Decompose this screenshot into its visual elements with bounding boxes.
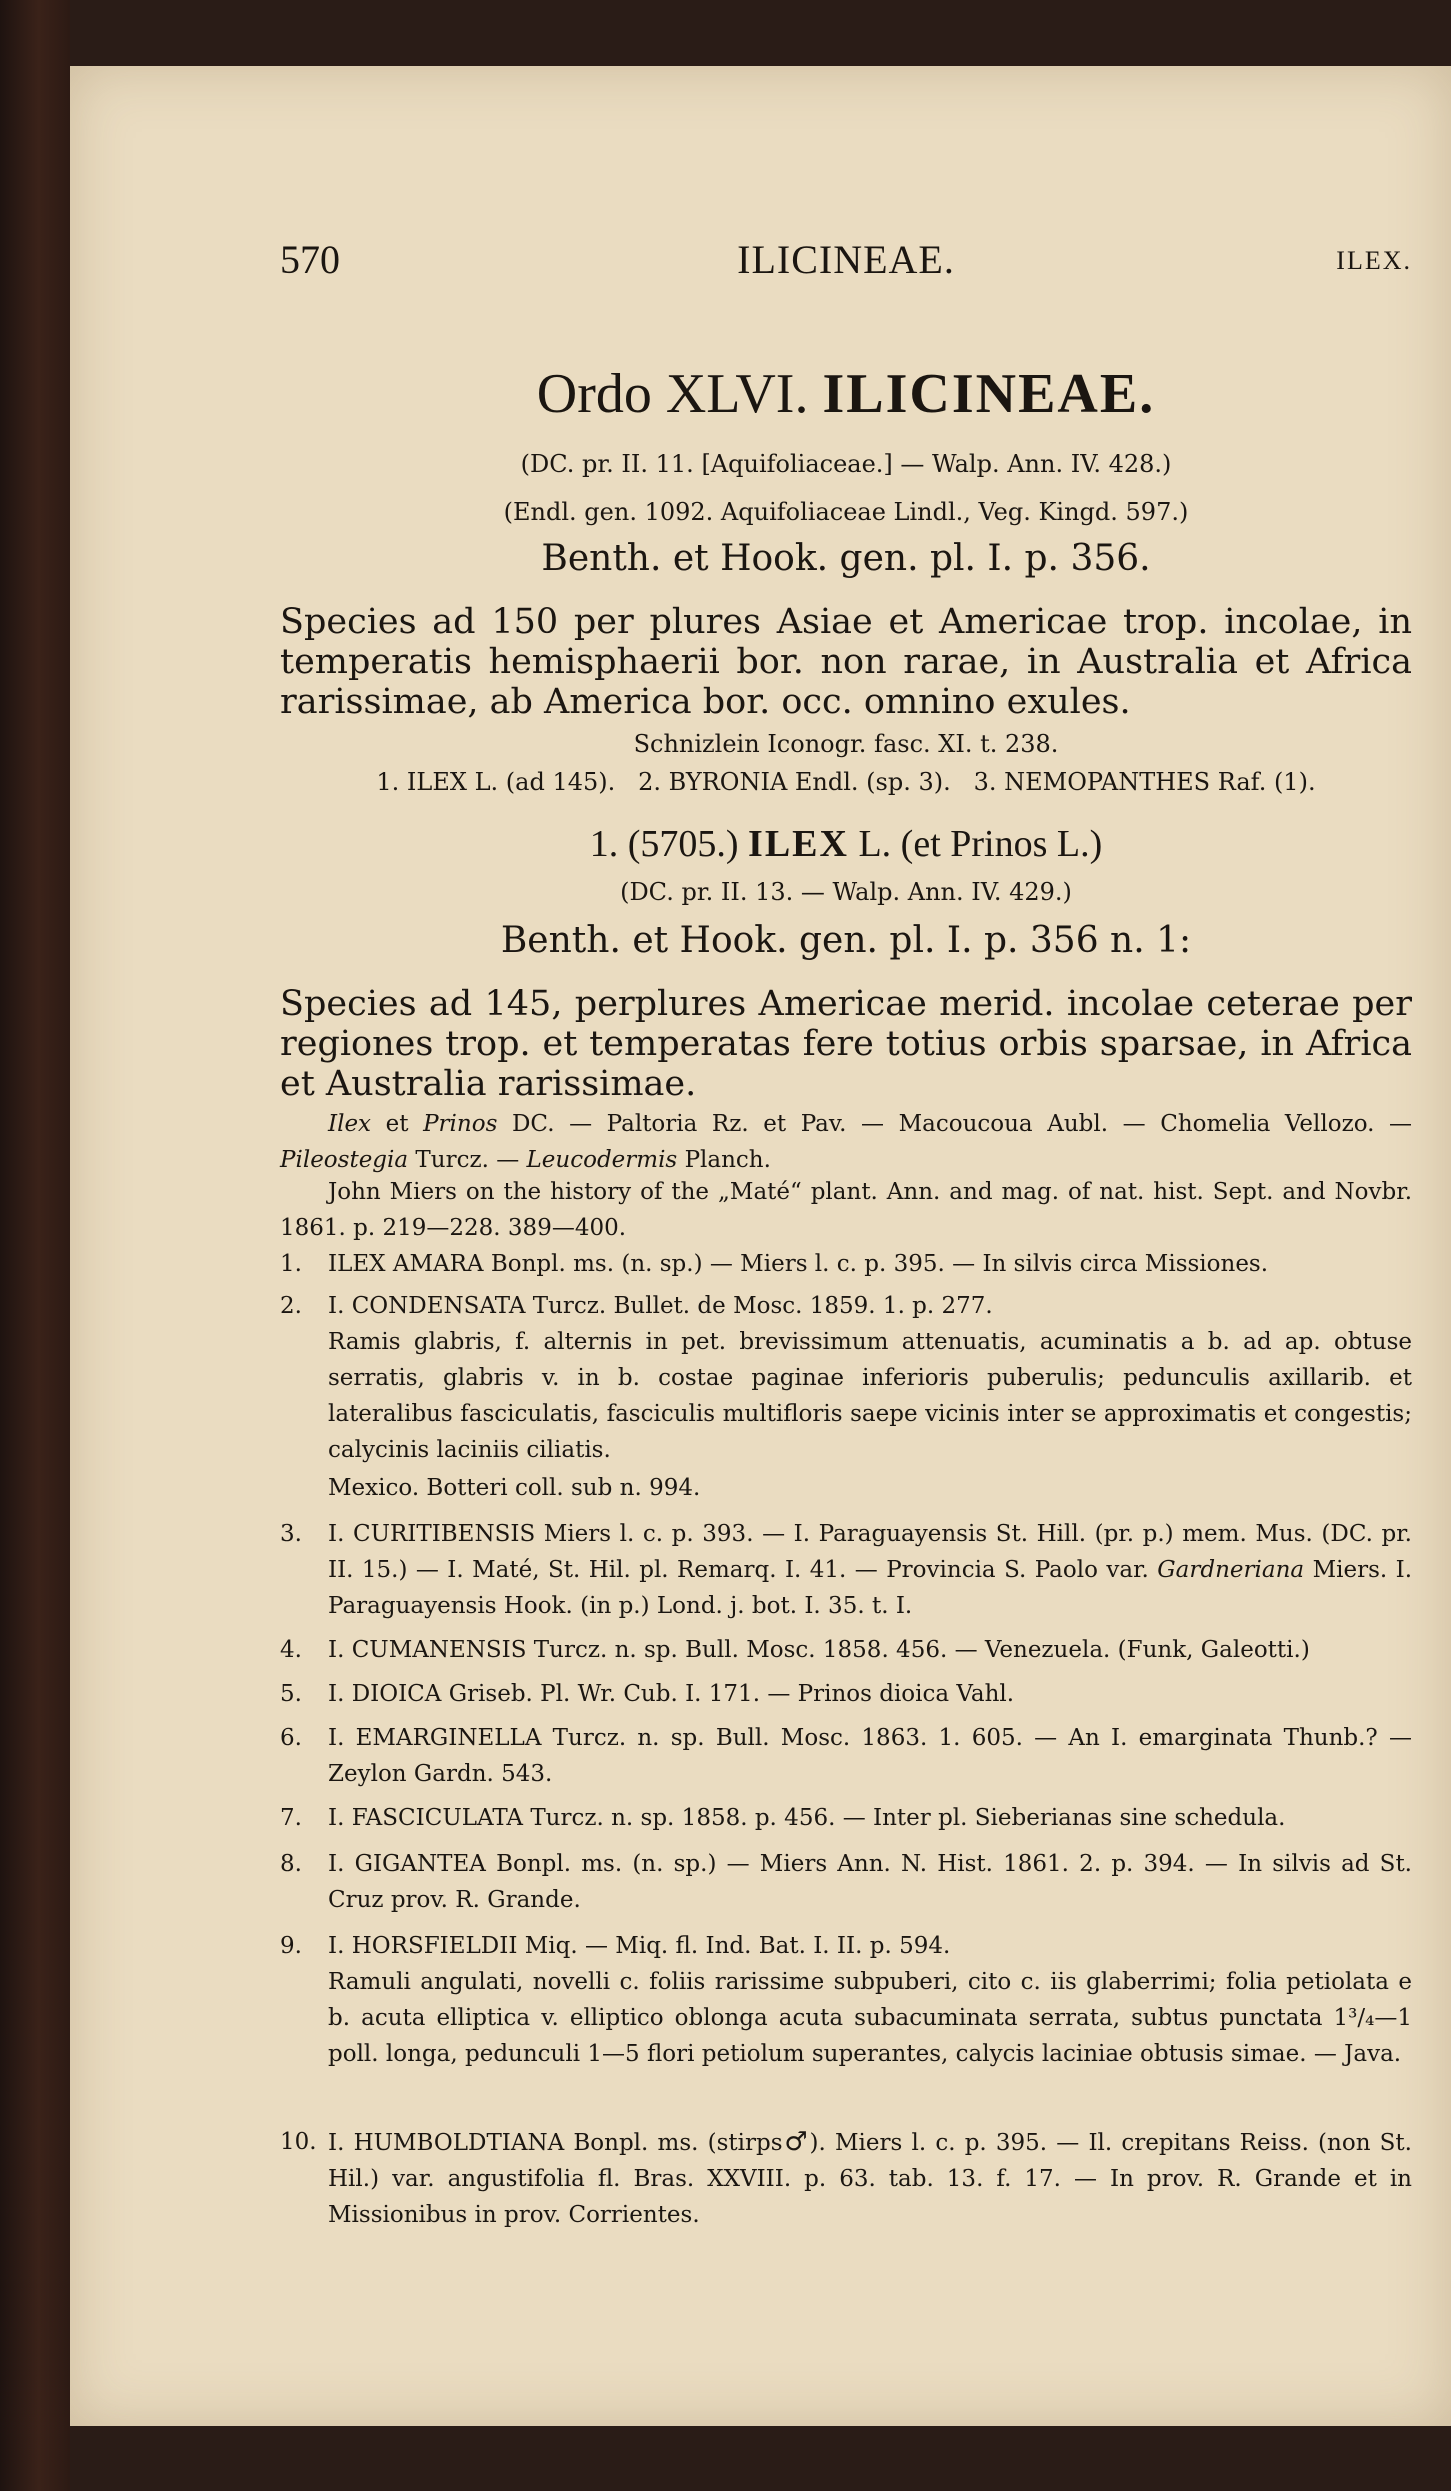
genus-suffix: L. (et Prinos L.) [858,823,1103,865]
species-text: I. CUMANENSIS Turcz. n. sp. Bull. Mosc. 1858. 456. — Venezuela. (Funk, Galeotti.) [328,1637,1310,1663]
species-text-a: I. CURITIBENSIS Miers l. c. p. 393. — I. Paraguayensis St. Hill. (pr. p.) mem. Mus. (DC. pr. II. 15.) — I. Maté, St. Hil. pl. Remarq. I. 41. — Provincia S. Paolo var. [328,1521,1412,1583]
species-entry-5 [280,1676,1412,1712]
species-entry-2 [280,1288,1412,1324]
species-number: 7. [280,1805,302,1831]
species-text: I. HORSFIELDII Miq. — Miq. fl. Ind. Bat. I. II. p. 594. [328,1933,951,1959]
running-title: ILICINEAE. [737,237,955,282]
order-reference-1: (DC. pr. II. 11. [Aquifoliaceae.] — Walp. Ann. IV. 428.) [520,450,1172,478]
species-text: I. DIOICA Griseb. Pl. Wr. Cub. I. 171. — Prinos dioica Vahl. [328,1681,1015,1707]
species-text: ILEX AMARA Bonpl. ms. (n. sp.) — Miers l. c. p. 395. — In silvis circa Missiones. [328,1251,1269,1277]
species-number: 5. [280,1681,302,1707]
species-text: I. FASCICULATA Turcz. n. sp. 1858. p. 456. — Inter pl. Sieberianas sine schedula. [328,1805,1286,1831]
species-entry-10 [280,2124,1412,2233]
species-number: 3. [280,1521,302,1547]
book-spine [0,0,70,2491]
species-text-b: Miers. I. Paraguayensis Hook. (in p.) Lond. j. bot. I. 35. t. I. [328,1557,1413,1619]
species-entry-4 [280,1632,1412,1668]
species-number: 9. [280,1933,302,1959]
syn-line1: — Paltoria Rz. et Pav. — Macoucoua Aubl. — Chomelia Vellozo. — [569,1111,1413,1137]
order-bentham-reference: Benth. et Hook. gen. pl. I. p. 356. [541,538,1151,579]
species-number: 1. [280,1251,302,1277]
species-text [328,1516,1412,1624]
order-name: ILICINEAE. [822,363,1156,425]
condensata-description: Ramis glabris, f. alternis in pet. brevissimum attenuatis, acuminatis a b. ad ap. obtuse serratis, glabris v. in b. costae paginae inferioris puberulis; pedunculis axillarib. et lateralibus fasciculatis, fasciculis multifloris saepe vicinis inter se approximatis et congestis; calycinis laciniis ciliatis. [328,1329,1412,1463]
species-number: 2. [280,1293,302,1319]
order-reference-2: (Endl. gen. 1092. Aquifoliaceae Lindl., Veg. Kingd. 597.) [503,498,1189,526]
syn-planch: Planch. [684,1147,771,1173]
syn-turcz: Turcz. — [415,1147,520,1173]
book-page [70,66,1451,2426]
species-entry-3 [280,1516,1412,1624]
species-text: I. CONDENSATA Turcz. Bullet. de Mosc. 1859. 1. p. 277. [328,1293,993,1319]
species-entry-8 [280,1846,1412,1918]
genera-list: 1. ILEX L. (ad 145). 2. BYRONIA Endl. (sp. 3). 3. NEMOPANTHES Raf. (1). [376,768,1316,796]
order-iconography-reference: Schnizlein Iconogr. fasc. XI. t. 238. [633,730,1059,758]
horsfieldii-description: Ramuli angulati, novelli c. foliis rarissime subpuberi, cito c. iis glaberrimi; folia petiolata e b. acuta elliptica v. elliptico oblonga acuta subacuminata serrata, subtus punctata 1³/₄—1 poll. longa, pedunculi 1—5 flori petiolum superantes, calycis laciniae obtusis simae. — Java. [328,1969,1412,2067]
species-entry-1 [280,1246,1412,1282]
running-genus: ILEX. [1336,246,1412,275]
genus-reference: (DC. pr. II. 13. — Walp. Ann. IV. 429.) [620,878,1072,906]
species-text: I. EMARGINELLA Turcz. n. sp. Bull. Mosc. 1863. 1. 605. — An I. emarginata Thunb.? — Zeylon Gardn. 543. [328,1725,1412,1787]
order-prefix: Ordo XLVI. [536,363,809,425]
miers-reference: John Miers on the history of the „Maté“ plant. Ann. and mag. of nat. hist. Sept. and Novbr. 1861. p. 219—228. 389—400. [280,1179,1412,1241]
species-entry-6 [280,1720,1412,1792]
genus-description: Species ad 145, perplures Americae merid. incolae ceterae per regiones trop. et temperatas fere totius orbis sparsae, in Africa et Australia rarissimae. [280,984,1412,1104]
species-number: 10. [280,2129,317,2155]
genus-synonyms [280,1106,1412,1178]
genus-bentham-reference: Benth. et Hook. gen. pl. I. p. 356 n. 1: [500,920,1192,961]
species-text-italic: Gardneriana [1157,1557,1305,1583]
genus-prefix: 1. (5705.) [589,823,739,865]
order-heading [280,362,1412,426]
condensata-locality: Mexico. Botteri coll. sub n. 994. [328,1475,701,1501]
species-text-a: I. HUMBOLDTIANA Bonpl. ms. (stirps [328,2130,783,2156]
species-number: 6. [280,1725,302,1751]
species-text: I. GIGANTEA Bonpl. ms. (n. sp.) — Miers Ann. N. Hist. 1861. 2. p. 394. — In silvis ad St. Cruz prov. R. Grande. [328,1851,1412,1913]
order-description: Species ad 150 per plures Asiae et Americae trop. incolae, in temperatis hemisphaerii bor. non rarae, in Australia et Africa rarissimae, ab America bor. occ. omnino exules. [280,602,1412,722]
species-number: 8. [280,1851,302,1877]
genus-heading [280,822,1412,866]
syn-et: et [385,1111,409,1137]
species-text-b: ). Miers l. c. p. 395. — Il. crepitans Reiss. (non St. Hil.) var. angustifolia fl. Bras. XXVIII. p. 63. tab. 13. f. 17. — In prov. R. Grande et in Missionibus in prov. Corrientes. [328,2130,1412,2228]
syn-ilex: Ilex [328,1111,372,1137]
species-entry-7 [280,1800,1412,1836]
genus-name: ILEX [748,823,849,865]
syn-dc: DC. [511,1111,555,1137]
species-entry-9 [280,1928,1412,1964]
male-symbol-icon: ♂ [782,2127,810,2157]
species-number: 4. [280,1637,302,1663]
syn-prinos: Prinos [423,1111,498,1137]
page-number: 570 [280,237,340,282]
species-text [328,2124,1412,2233]
running-head [280,236,1412,296]
syn-leucodermis: Leucodermis [526,1147,678,1173]
syn-pileostegia: Pileostegia [280,1147,409,1173]
